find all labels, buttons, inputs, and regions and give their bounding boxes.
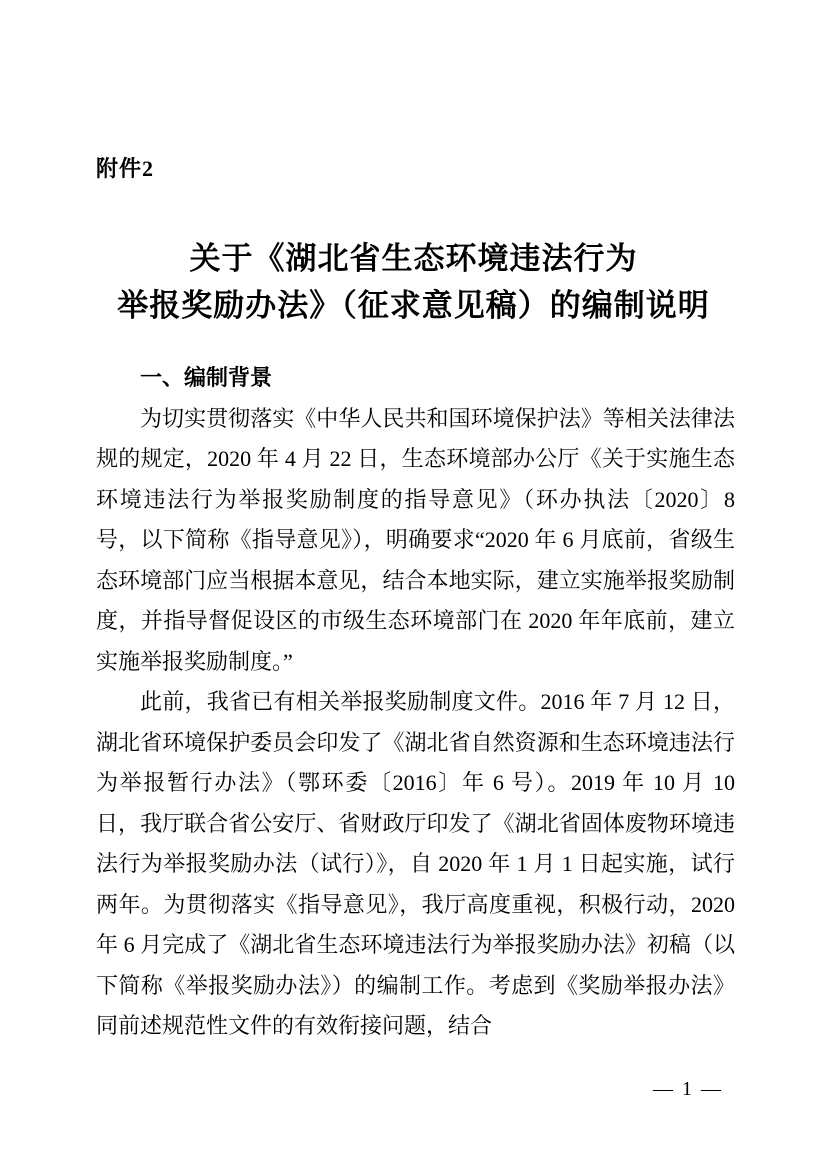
- document-title-line2: 举报奖励办法》（征求意见稿）的编制说明: [117, 288, 710, 323]
- paragraph: 此前，我省已有相关举报奖励制度文件。2016 年 7 月 12 日，湖北省环境保护委员会印发了《湖北省自然资源和生态环境违法行为举报暂行办法》（鄂环委〔2016〕年 6 号）。2019 年 10 月 10 日，我厅联合省公安厅、省财政厅印发了《湖北省固体废物环境违法行为举报奖励办法（试行）》，自 2020 年 1 月 1 日起实施，试行两年。为贯彻落实《指导意见》，我厅高度重视，积极行动，2020 年 6 月完成了《湖北省生态环境违法行为举报奖励办法》初稿（以下简称《举报奖励办法》）的编制工作。考虑到《奖励举报办法》同前述规范性文件的有效衔接问题，结合: [96, 689, 735, 1038]
- document-title-line1: 关于《湖北省生态环境违法行为: [189, 241, 638, 276]
- attachment-label: 附件2: [96, 156, 155, 181]
- document-title: [60, 235, 767, 329]
- paragraph: 为切实贯彻落实《中华人民共和国环境保护法》等相关法律法规的规定，2020 年 4 月 22 日，生态环境部办公厅《关于实施生态环境违法行为举报奖励制度的指导意见》（环办执法〔2020〕8 号，以下简称《指导意见》），明确要求“2020 年 6 月底前，省级生态环境部门应当根据本意见，结合本地实际，建立实施举报奖励制度，并指导督促设区的市级生态环境部门在 2020 年年底前，建立实施举报奖励制度。”: [96, 405, 735, 674]
- document-body: [96, 358, 735, 1047]
- section-heading: 一、编制背景: [140, 365, 273, 390]
- page-number: — 1 —: [653, 1078, 723, 1100]
